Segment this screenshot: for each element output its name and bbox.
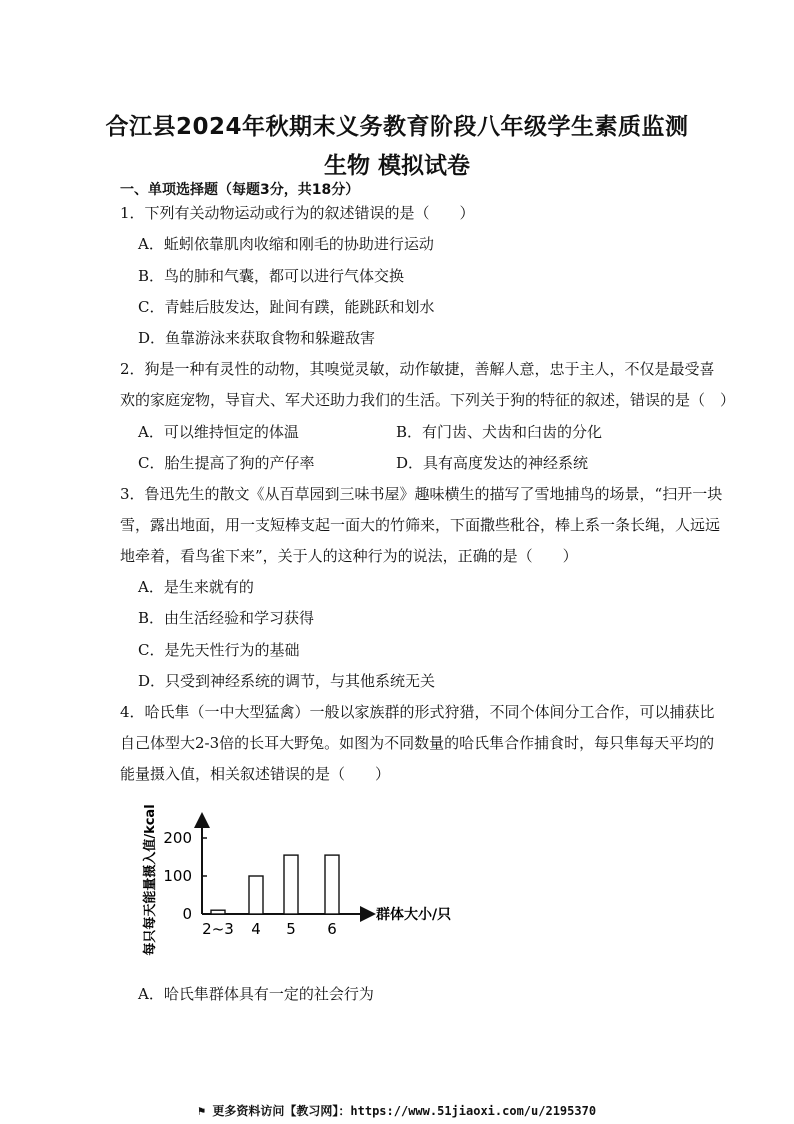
question-1-option-c: C．青蛙后肢发达，趾间有蹼，能跳跃和划水	[138, 298, 435, 316]
question-3-option-a: A．是生来就有的	[138, 578, 254, 596]
question-4-stem-line-2: 自己体型大2-3倍的长耳大野兔。如图为不同数量的哈氏隼合作捕食时，每只隼每天平均的	[120, 734, 715, 752]
exam-subtitle: 生物 模拟试卷	[323, 153, 470, 179]
bar	[284, 855, 298, 914]
footer-text: 更多资料访问【教习网】：https://www.51jiaoxi.com/u/2195370	[212, 1104, 597, 1118]
x-tick-label: 4	[251, 920, 261, 938]
x-tick-label: 2~3	[202, 920, 234, 938]
x-axis-label: 群体大小/只	[376, 907, 452, 923]
question-3-stem-line-3: 地牵着，看鸟雀下来”，关于人的这种行为的说法，正确的是（ ）	[120, 547, 578, 565]
question-3-option-c: C．是先天性行为的基础	[138, 641, 300, 659]
question-3-option-b: B．由生活经验和学习获得	[138, 609, 315, 627]
x-tick-label: 5	[286, 920, 296, 938]
question-1-stem: 1．下列有关动物运动或行为的叙述错误的是（ ）	[120, 204, 475, 222]
question-2-stem-line-2: 欢的家庭宠物，导盲犬、军犬还助力我们的生活。下列关于狗的特征的叙述，错误的是（ ）	[120, 391, 736, 409]
y-tick-label: 100	[163, 867, 192, 885]
question-2-option-b: B．有门齿、犬齿和臼齿的分化	[396, 423, 603, 441]
question-4-option-a: A．哈氏隼群体具有一定的社会行为	[138, 985, 374, 1003]
question-2-option-d: D．具有高度发达的神经系统	[396, 454, 589, 472]
question-3-stem-line-2: 雪，露出地面，用一支短棒支起一面大的竹筛来，下面撒些秕谷，棒上系一条长绳，人远远	[120, 516, 721, 534]
exam-title: 合江县2024年秋期末义务教育阶段八年级学生素质监测	[105, 114, 689, 140]
question-3-stem-line-1: 3．鲁迅先生的散文《从百草园到三味书屋》趣味横生的描写了雪地捕鸟的场景，“扫开一块	[120, 485, 723, 503]
y-tick-label: 0	[182, 905, 192, 923]
x-tick-label: 6	[327, 920, 337, 938]
question-1-option-a: A．蚯蚓依靠肌肉收缩和刚毛的协助进行运动	[138, 235, 434, 253]
question-1-option-b: B．鸟的肺和气囊，都可以进行气体交换	[138, 267, 405, 285]
y-axis-label: 每只每天能量摄入值/kcal	[143, 804, 158, 956]
question-4-stem-line-1: 4．哈氏隼（一中大型猛禽）一般以家族群的形式狩猎，不同个体间分工合作，可以捕获比	[120, 703, 715, 721]
bar	[325, 855, 339, 914]
question-2-option-c: C．胎生提高了狗的产仔率	[138, 454, 315, 472]
bar	[211, 910, 225, 914]
footer-link-text	[0, 1102, 794, 1119]
energy-intake-bar-chart	[140, 800, 480, 965]
question-4-stem-line-3: 能量摄入值，相关叙述错误的是（ ）	[120, 765, 391, 783]
bar	[249, 876, 263, 914]
section-heading: 一、单项选择题（每题3分，共18分）	[120, 182, 360, 198]
y-tick-label: 200	[163, 829, 192, 847]
question-2-option-a: A．可以维持恒定的体温	[138, 423, 299, 441]
flag-icon: ⚑	[197, 1104, 213, 1118]
question-3-option-d: D．只受到神经系统的调节，与其他系统无关	[138, 672, 436, 690]
question-2-stem-line-1: 2．狗是一种有灵性的动物，其嗅觉灵敏，动作敏捷，善解人意，忠于主人，不仅是最受喜	[120, 360, 715, 378]
question-1-option-d: D．鱼靠游泳来获取食物和躲避敌害	[138, 329, 376, 347]
